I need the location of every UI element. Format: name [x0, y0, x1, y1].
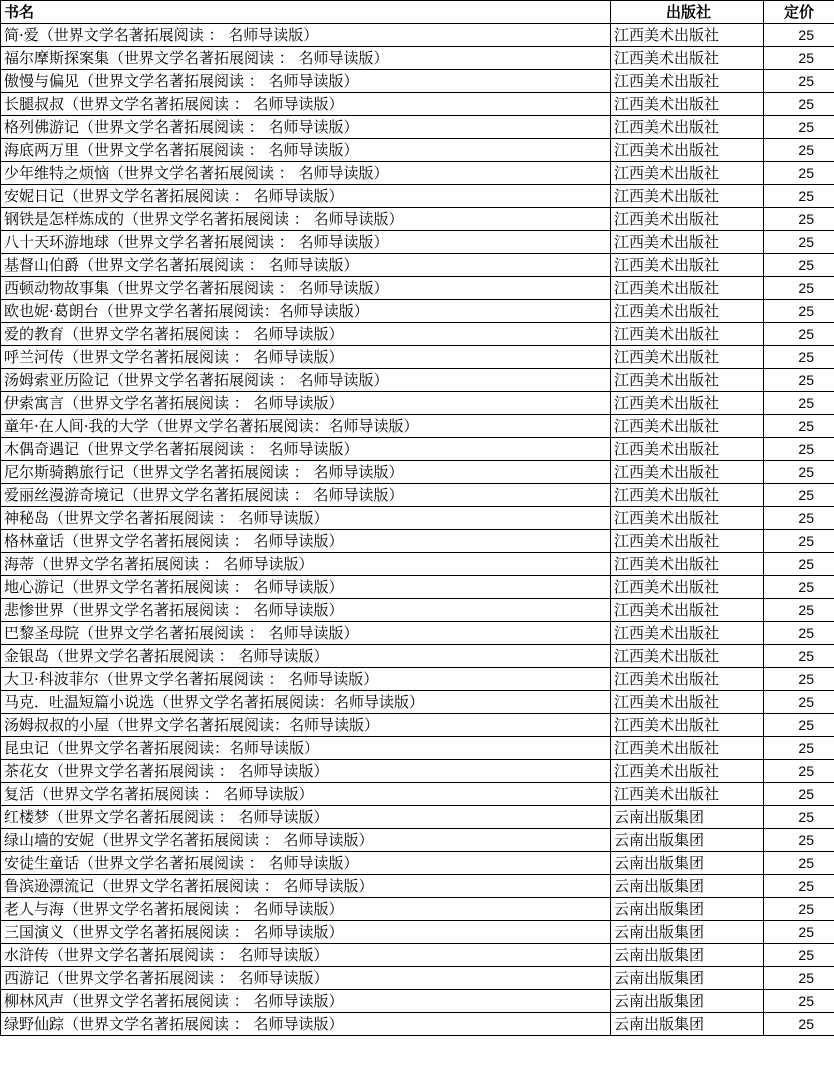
cell-price: 25 — [764, 369, 834, 392]
table-row — [1, 806, 834, 829]
cell-title: 茶花女（世界文学名著拓展阅读 ： 名师导读版） — [1, 760, 611, 783]
cell-price: 25 — [764, 691, 834, 714]
table-row — [1, 392, 834, 415]
cell-price: 25 — [764, 323, 834, 346]
cell-title: 爱丽丝漫游奇境记（世界文学名著拓展阅读 ： 名师导读版） — [1, 484, 611, 507]
table-row — [1, 461, 834, 484]
cell-title: 简·爱（世界文学名著拓展阅读 ： 名师导读版） — [1, 24, 611, 47]
cell-publisher: 云南出版集团 — [611, 852, 764, 875]
cell-title: 绿山墙的安妮（世界文学名著拓展阅读 ： 名师导读版） — [1, 829, 611, 852]
table-row — [1, 530, 834, 553]
cell-title: 神秘岛（世界文学名著拓展阅读 ： 名师导读版） — [1, 507, 611, 530]
table-row — [1, 162, 834, 185]
cell-publisher: 江西美术出版社 — [611, 484, 764, 507]
cell-publisher: 江西美术出版社 — [611, 93, 764, 116]
cell-publisher: 江西美术出版社 — [611, 714, 764, 737]
cell-title: 长腿叔叔（世界文学名著拓展阅读 ： 名师导读版） — [1, 93, 611, 116]
cell-price: 25 — [764, 737, 834, 760]
cell-title: 钢铁是怎样炼成的（世界文学名著拓展阅读 ： 名师导读版） — [1, 208, 611, 231]
cell-publisher: 江西美术出版社 — [611, 760, 764, 783]
cell-title: 巴黎圣母院（世界文学名著拓展阅读 ： 名师导读版） — [1, 622, 611, 645]
cell-publisher: 江西美术出版社 — [611, 691, 764, 714]
table-row — [1, 944, 834, 967]
table-row — [1, 990, 834, 1013]
cell-title: 欧也妮·葛朗台（世界文学名著拓展阅读：名师导读版） — [1, 300, 611, 323]
cell-price: 25 — [764, 530, 834, 553]
cell-price: 25 — [764, 622, 834, 645]
table-row — [1, 323, 834, 346]
cell-publisher: 江西美术出版社 — [611, 70, 764, 93]
cell-price: 25 — [764, 277, 834, 300]
cell-price: 25 — [764, 967, 834, 990]
table-row — [1, 24, 834, 47]
cell-publisher: 江西美术出版社 — [611, 231, 764, 254]
cell-title: 海底两万里（世界文学名著拓展阅读 ： 名师导读版） — [1, 139, 611, 162]
table-row — [1, 70, 834, 93]
cell-price: 25 — [764, 576, 834, 599]
cell-publisher: 江西美术出版社 — [611, 668, 764, 691]
cell-publisher: 江西美术出版社 — [611, 369, 764, 392]
cell-price: 25 — [764, 760, 834, 783]
cell-price: 25 — [764, 70, 834, 93]
cell-publisher: 江西美术出版社 — [611, 208, 764, 231]
cell-title: 绿野仙踪（世界文学名著拓展阅读 ： 名师导读版） — [1, 1013, 611, 1036]
table-row — [1, 898, 834, 921]
cell-price: 25 — [764, 392, 834, 415]
cell-price: 25 — [764, 990, 834, 1013]
cell-price: 25 — [764, 185, 834, 208]
cell-price: 25 — [764, 944, 834, 967]
cell-price: 25 — [764, 668, 834, 691]
cell-price: 25 — [764, 484, 834, 507]
cell-title: 昆虫记（世界文学名著拓展阅读：名师导读版） — [1, 737, 611, 760]
cell-price: 25 — [764, 852, 834, 875]
cell-price: 25 — [764, 829, 834, 852]
table-row — [1, 714, 834, 737]
cell-publisher: 江西美术出版社 — [611, 783, 764, 806]
cell-publisher: 江西美术出版社 — [611, 139, 764, 162]
cell-price: 25 — [764, 254, 834, 277]
cell-publisher: 云南出版集团 — [611, 875, 764, 898]
cell-price: 25 — [764, 553, 834, 576]
table-row — [1, 1013, 834, 1036]
table-row — [1, 369, 834, 392]
cell-publisher: 江西美术出版社 — [611, 737, 764, 760]
cell-publisher: 江西美术出版社 — [611, 47, 764, 70]
cell-price: 25 — [764, 116, 834, 139]
cell-title: 金银岛（世界文学名著拓展阅读 ： 名师导读版） — [1, 645, 611, 668]
cell-title: 呼兰河传（世界文学名著拓展阅读 ： 名师导读版） — [1, 346, 611, 369]
cell-title: 格林童话（世界文学名著拓展阅读 ： 名师导读版） — [1, 530, 611, 553]
cell-price: 25 — [764, 783, 834, 806]
cell-title: 老人与海（世界文学名著拓展阅读 ： 名师导读版） — [1, 898, 611, 921]
table-row — [1, 300, 834, 323]
cell-publisher: 云南出版集团 — [611, 990, 764, 1013]
cell-publisher: 江西美术出版社 — [611, 277, 764, 300]
cell-publisher: 江西美术出版社 — [611, 438, 764, 461]
cell-title: 木偶奇遇记（世界文学名著拓展阅读 ： 名师导读版） — [1, 438, 611, 461]
cell-title: 鲁滨逊漂流记（世界文学名著拓展阅读 ： 名师导读版） — [1, 875, 611, 898]
cell-price: 25 — [764, 300, 834, 323]
column-header-price: 定价 — [764, 1, 834, 24]
cell-price: 25 — [764, 898, 834, 921]
cell-publisher: 云南出版集团 — [611, 806, 764, 829]
cell-publisher: 江西美术出版社 — [611, 461, 764, 484]
table-row — [1, 737, 834, 760]
cell-publisher: 江西美术出版社 — [611, 346, 764, 369]
cell-title: 傲慢与偏见（世界文学名著拓展阅读 ： 名师导读版） — [1, 70, 611, 93]
cell-title: 地心游记（世界文学名著拓展阅读 ： 名师导读版） — [1, 576, 611, 599]
cell-title: 安徒生童话（世界文学名著拓展阅读 ： 名师导读版） — [1, 852, 611, 875]
cell-price: 25 — [764, 208, 834, 231]
cell-publisher: 江西美术出版社 — [611, 645, 764, 668]
cell-publisher: 江西美术出版社 — [611, 185, 764, 208]
cell-publisher: 云南出版集团 — [611, 921, 764, 944]
cell-publisher: 江西美术出版社 — [611, 392, 764, 415]
cell-title: 尼尔斯骑鹅旅行记（世界文学名著拓展阅读 ： 名师导读版） — [1, 461, 611, 484]
cell-price: 25 — [764, 806, 834, 829]
cell-title: 悲惨世界（世界文学名著拓展阅读 ： 名师导读版） — [1, 599, 611, 622]
cell-price: 25 — [764, 461, 834, 484]
cell-title: 爱的教育（世界文学名著拓展阅读 ： 名师导读版） — [1, 323, 611, 346]
cell-price: 25 — [764, 139, 834, 162]
cell-title: 柳林风声（世界文学名著拓展阅读 ： 名师导读版） — [1, 990, 611, 1013]
cell-publisher: 江西美术出版社 — [611, 622, 764, 645]
cell-title: 少年维特之烦恼（世界文学名著拓展阅读 ： 名师导读版） — [1, 162, 611, 185]
cell-price: 25 — [764, 438, 834, 461]
table-row — [1, 93, 834, 116]
table-body — [1, 24, 834, 1036]
cell-title: 汤姆索亚历险记（世界文学名著拓展阅读 ： 名师导读版） — [1, 369, 611, 392]
cell-title: 红楼梦（世界文学名著拓展阅读 ： 名师导读版） — [1, 806, 611, 829]
cell-title: 格列佛游记（世界文学名著拓展阅读 ： 名师导读版） — [1, 116, 611, 139]
cell-title: 西顿动物故事集（世界文学名著拓展阅读 ： 名师导读版） — [1, 277, 611, 300]
cell-price: 25 — [764, 507, 834, 530]
cell-publisher: 江西美术出版社 — [611, 254, 764, 277]
cell-price: 25 — [764, 599, 834, 622]
table-row — [1, 852, 834, 875]
cell-title: 伊索寓言（世界文学名著拓展阅读 ： 名师导读版） — [1, 392, 611, 415]
column-header-title: 书名 — [1, 1, 611, 24]
table-row — [1, 967, 834, 990]
table-row — [1, 346, 834, 369]
table-row — [1, 231, 834, 254]
table-row — [1, 691, 834, 714]
table-row — [1, 507, 834, 530]
column-header-publisher: 出版社 — [611, 1, 764, 24]
table-row — [1, 875, 834, 898]
table-row — [1, 484, 834, 507]
table-row — [1, 553, 834, 576]
cell-title: 童年·在人间·我的大学（世界文学名著拓展阅读：名师导读版） — [1, 415, 611, 438]
cell-price: 25 — [764, 346, 834, 369]
cell-price: 25 — [764, 645, 834, 668]
cell-title: 西游记（世界文学名著拓展阅读 ： 名师导读版） — [1, 967, 611, 990]
table-row — [1, 208, 834, 231]
table-row — [1, 599, 834, 622]
cell-publisher: 江西美术出版社 — [611, 24, 764, 47]
cell-title: 基督山伯爵（世界文学名著拓展阅读 ： 名师导读版） — [1, 254, 611, 277]
cell-publisher: 江西美术出版社 — [611, 576, 764, 599]
cell-title: 汤姆叔叔的小屋（世界文学名著拓展阅读：名师导读版） — [1, 714, 611, 737]
cell-publisher: 江西美术出版社 — [611, 300, 764, 323]
table-row — [1, 668, 834, 691]
cell-price: 25 — [764, 47, 834, 70]
cell-publisher: 江西美术出版社 — [611, 116, 764, 139]
cell-publisher: 云南出版集团 — [611, 944, 764, 967]
table-row — [1, 783, 834, 806]
cell-publisher: 江西美术出版社 — [611, 553, 764, 576]
cell-title: 大卫·科波菲尔（世界文学名著拓展阅读 ： 名师导读版） — [1, 668, 611, 691]
table-row — [1, 254, 834, 277]
table-row — [1, 921, 834, 944]
table-row — [1, 622, 834, 645]
table-row — [1, 277, 834, 300]
cell-price: 25 — [764, 415, 834, 438]
table-row — [1, 116, 834, 139]
table-row — [1, 139, 834, 162]
cell-title: 水浒传（世界文学名著拓展阅读 ： 名师导读版） — [1, 944, 611, 967]
cell-price: 25 — [764, 231, 834, 254]
cell-title: 安妮日记（世界文学名著拓展阅读 ： 名师导读版） — [1, 185, 611, 208]
table-row — [1, 438, 834, 461]
cell-publisher: 云南出版集团 — [611, 829, 764, 852]
table-row — [1, 415, 834, 438]
table-row — [1, 645, 834, 668]
cell-publisher: 云南出版集团 — [611, 967, 764, 990]
cell-price: 25 — [764, 1013, 834, 1036]
cell-title: 马克．吐温短篇小说选（世界文学名著拓展阅读：名师导读版） — [1, 691, 611, 714]
cell-price: 25 — [764, 162, 834, 185]
cell-publisher: 云南出版集团 — [611, 898, 764, 921]
cell-title: 福尔摩斯探案集（世界文学名著拓展阅读 ： 名师导读版） — [1, 47, 611, 70]
cell-publisher: 江西美术出版社 — [611, 507, 764, 530]
cell-title: 海蒂（世界文学名著拓展阅读 ： 名师导读版） — [1, 553, 611, 576]
cell-publisher: 江西美术出版社 — [611, 323, 764, 346]
cell-title: 复活（世界文学名著拓展阅读 ： 名师导读版） — [1, 783, 611, 806]
cell-publisher: 云南出版集团 — [611, 1013, 764, 1036]
cell-price: 25 — [764, 921, 834, 944]
header-row — [1, 1, 834, 24]
cell-price: 25 — [764, 714, 834, 737]
cell-title: 三国演义（世界文学名著拓展阅读 ： 名师导读版） — [1, 921, 611, 944]
cell-title: 八十天环游地球（世界文学名著拓展阅读 ： 名师导读版） — [1, 231, 611, 254]
cell-publisher: 江西美术出版社 — [611, 162, 764, 185]
cell-publisher: 江西美术出版社 — [611, 415, 764, 438]
table-row — [1, 760, 834, 783]
cell-price: 25 — [764, 24, 834, 47]
table-row — [1, 829, 834, 852]
cell-price: 25 — [764, 93, 834, 116]
cell-publisher: 江西美术出版社 — [611, 530, 764, 553]
table-row — [1, 576, 834, 599]
table-row — [1, 47, 834, 70]
cell-price: 25 — [764, 875, 834, 898]
table-row — [1, 185, 834, 208]
cell-publisher: 江西美术出版社 — [611, 599, 764, 622]
